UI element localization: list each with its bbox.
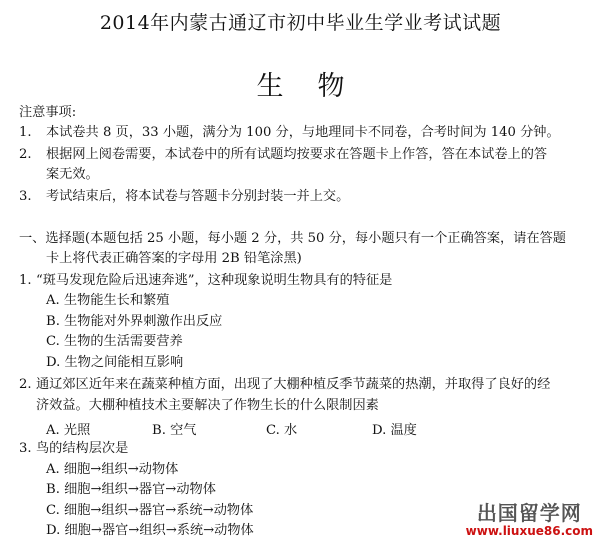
question-3-option-c: C. 细胞→组织→器官→系统→动物体 xyxy=(46,503,254,518)
notice-heading: 注意事项: xyxy=(19,105,77,120)
question-3-option-a: A. 细胞→组织→动物体 xyxy=(46,462,179,477)
question-text: “斑马发现危险后迅速奔逃”，这种现象说明生物具有的特征是 xyxy=(36,273,393,288)
question-2-option-d: D. 温度 xyxy=(372,423,417,438)
notice-item-text: 本试卷共 8 页，33 小题，满分为 100 分，与地理同卡不同卷，合考时间为 140 分钟。 xyxy=(46,125,560,140)
watermark-name: 出国留学网 xyxy=(476,501,582,525)
question-text: 通辽郊区近年来在蔬菜种植方面，出现了大棚种植反季节蔬菜的热潮，并取得了良好的经 xyxy=(36,377,551,392)
site-watermark xyxy=(466,497,593,538)
question-2-option-c: C. 水 xyxy=(266,423,298,438)
notice-item-text: 根据网上阅卷需要，本试卷中的所有试题均按要求在答题卡上作答，答在本试卷上的答 xyxy=(46,147,548,162)
question-1-option-c: C. 生物的生活需要营养 xyxy=(46,334,183,349)
subject-heading: 生物 xyxy=(256,71,379,102)
exam-title: 2014年内蒙古通辽市初中毕业生学业考试试题 xyxy=(99,12,502,34)
question-3-option-d: D. 细胞→器官→组织→系统→动物体 xyxy=(46,523,254,538)
question-2-option-a: A. 光照 xyxy=(46,423,91,438)
notice-item-number: 3. xyxy=(19,189,32,204)
question-number: 2. xyxy=(19,377,32,392)
notice-item-text: 考试结束后，将本试卷与答题卡分别封装一并上交。 xyxy=(46,189,350,204)
question-1-option-b: B. 生物能对外界刺激作出反应 xyxy=(46,314,223,329)
notice-item-2-continued: 案无效。 xyxy=(46,167,99,182)
question-3-option-b: B. 细胞→组织→器官→动物体 xyxy=(46,482,216,497)
question-text: 鸟的结构层次是 xyxy=(36,441,129,456)
question-1-option-a: A. 生物能生长和繁殖 xyxy=(46,293,170,308)
question-number: 1. xyxy=(19,273,32,288)
question-1-option-d: D. 生物之间能相互影响 xyxy=(46,355,184,370)
notice-item-number: 1. xyxy=(19,125,32,140)
watermark-url: www.liuxue86.com xyxy=(465,524,593,538)
question-number: 3. xyxy=(19,441,32,456)
question-2-options xyxy=(46,419,546,437)
question-2-stem-continued: 济效益。大棚种植技术主要解决了作物生长的什么限制因素 xyxy=(36,398,379,413)
notice-item-number: 2. xyxy=(19,147,32,162)
question-2-option-b: B. 空气 xyxy=(152,423,197,438)
section-heading: 一、选择题(本题包括 25 小题，每小题 2 分，共 50 分，每小题只有一个正确答案，请在答题 xyxy=(19,231,566,246)
section-heading-continued: 卡上将代表正确答案的字母用 2B 铅笔涂黑) xyxy=(46,251,302,266)
